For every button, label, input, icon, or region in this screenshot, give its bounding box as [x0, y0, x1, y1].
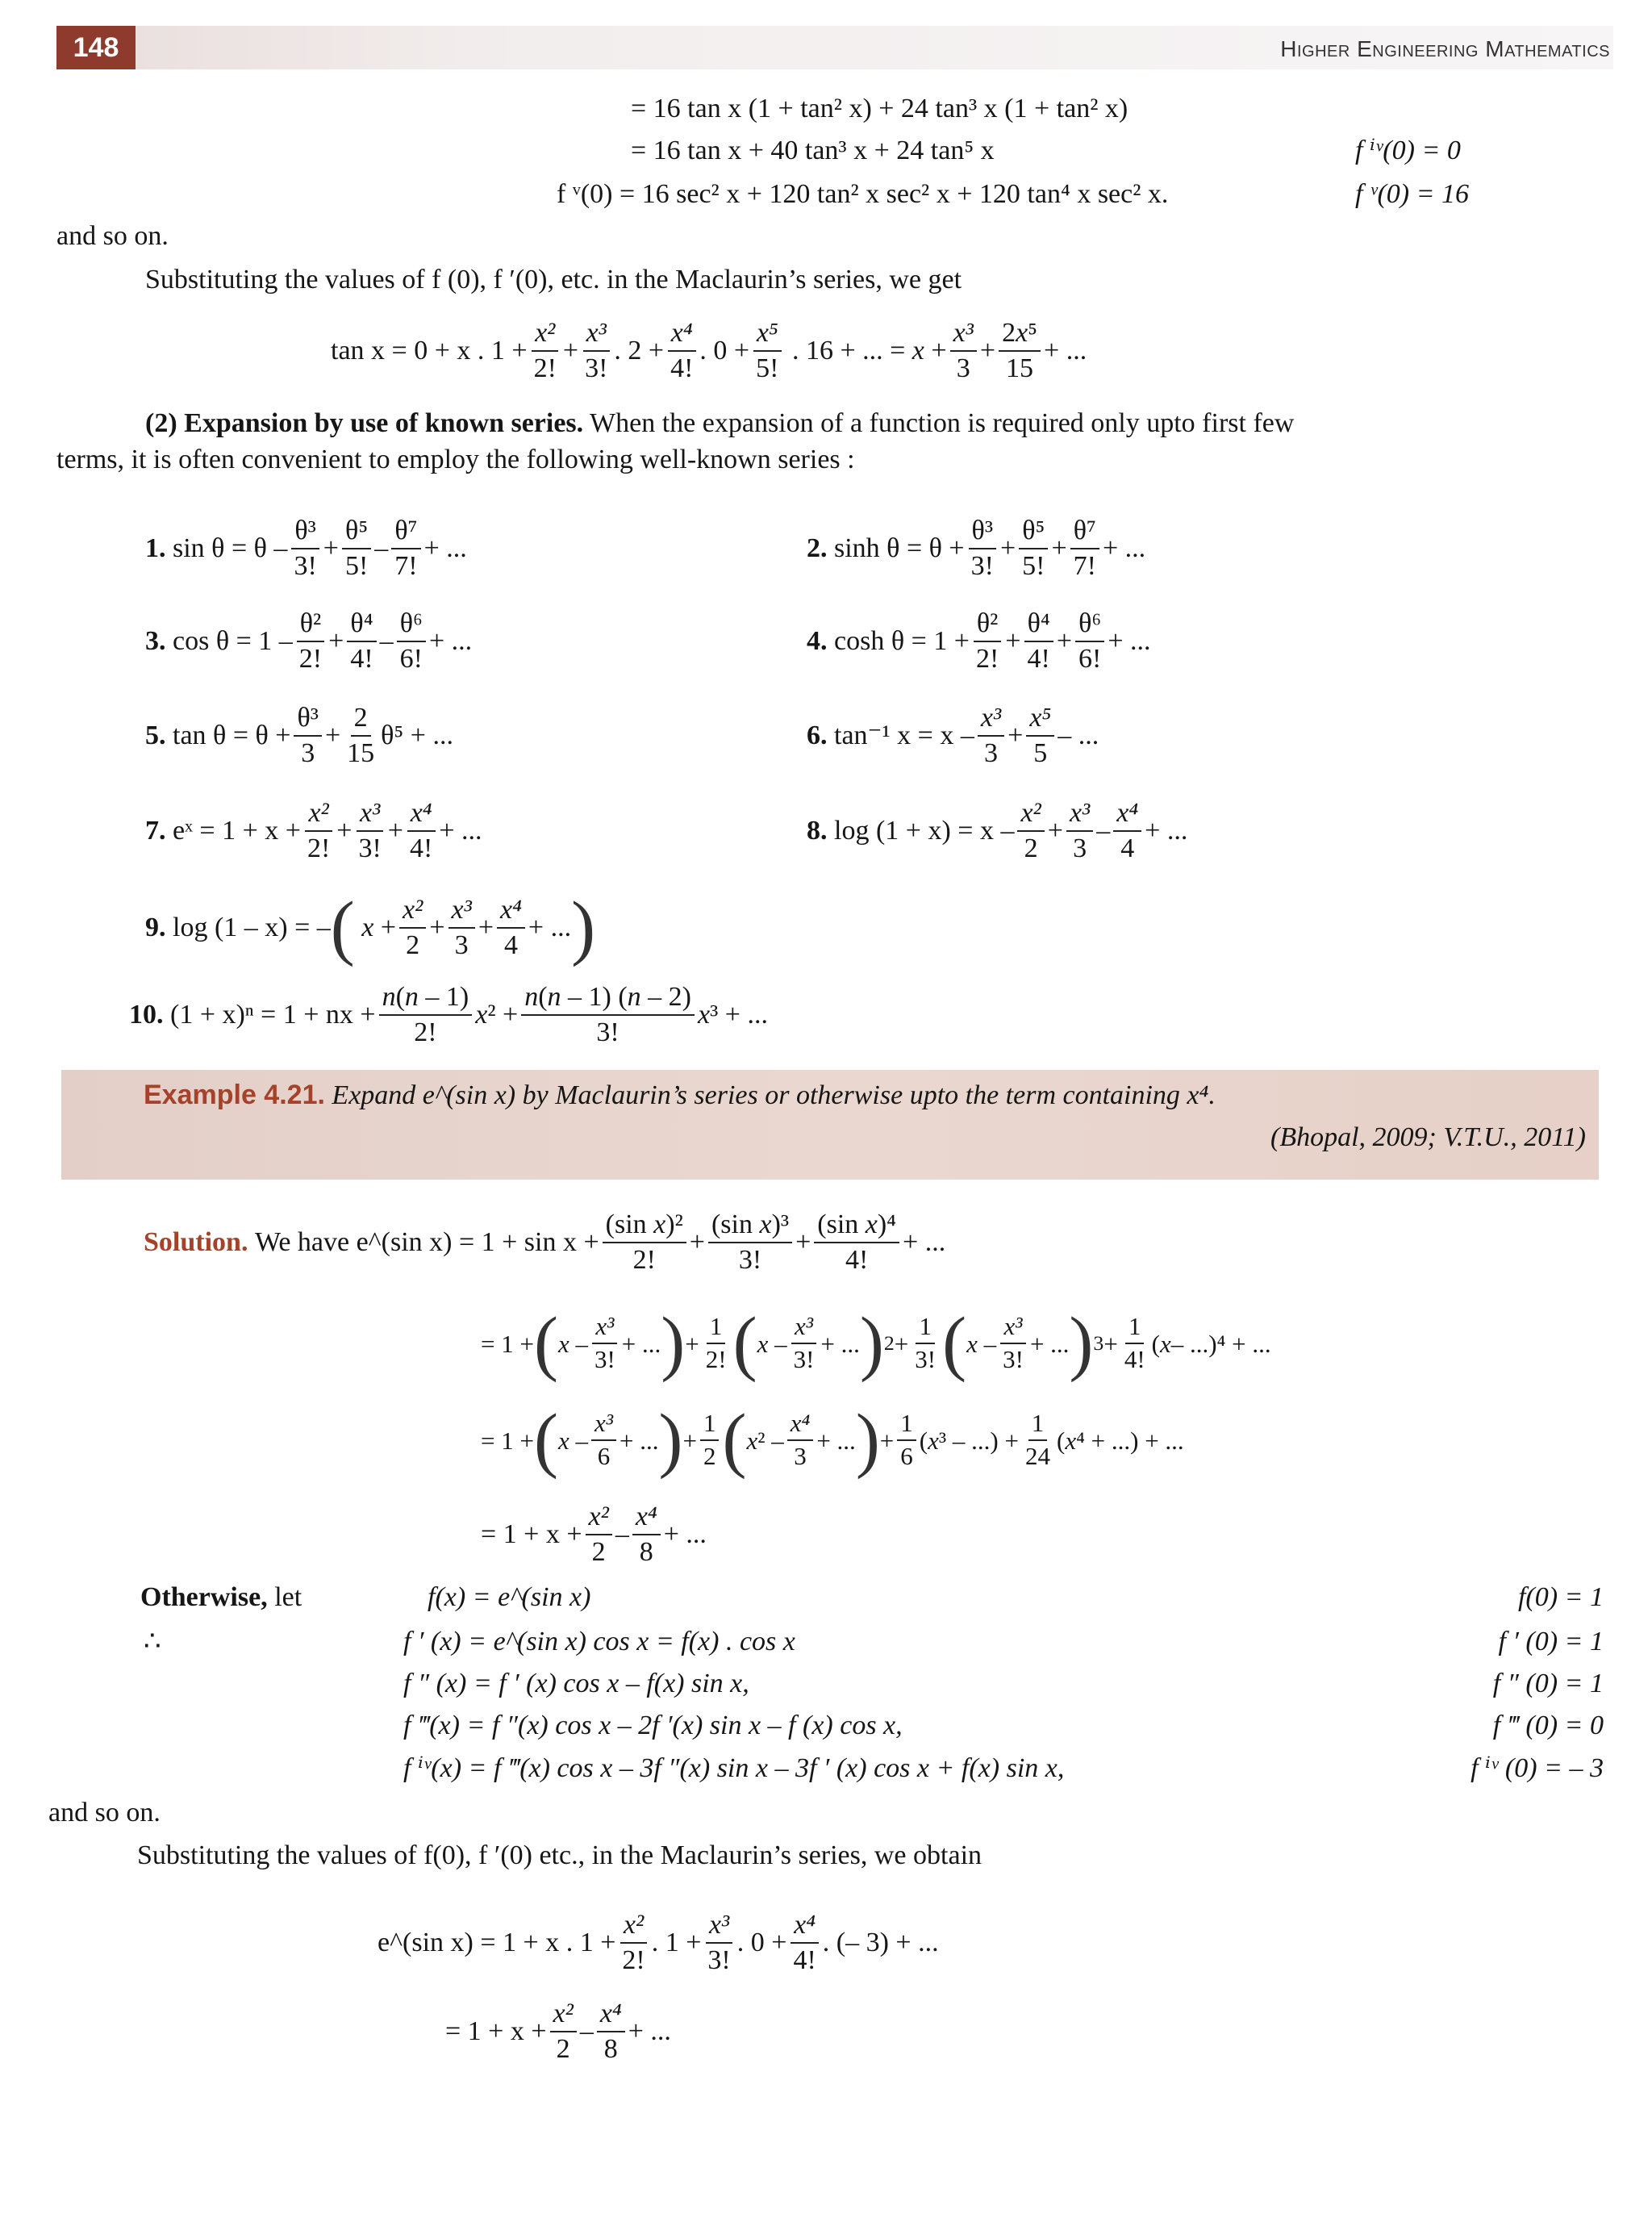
series-9: 9. log (1 – x) = – ( x + $\frac{\text{x²}}{2}$ + $\frac{\text{x³}}{3}$ + $\frac{\text{x⁴}}{4}$ + ... ) — [145, 888, 596, 967]
solution-intro: We have e^(sin x) = 1 + sin x + — [254, 1226, 599, 1257]
series-4: 4. cosh θ = 1 + $\frac{\text{θ²}}{2!}$ + $\frac{\text{θ⁴}}{4!}$ + $\frac{\text{θ⁶}}{6!}$ + ... — [807, 608, 1151, 674]
series-8-number: 8. — [807, 815, 828, 846]
section-2-line-2: terms, it is often convenient to employ the following well-known series : — [56, 445, 855, 474]
deriv-f3: f ‴(x) = f ″(x) cos x – 2f ′(x) sin x – f (x) cos x, — [403, 1711, 903, 1740]
derivation-line-2: = 16 tan x + 40 tan³ x + 24 tan⁵ x — [631, 136, 995, 165]
series-6-lhs: tan⁻¹ x = x – — [834, 720, 974, 750]
derivation-line-1: = 16 tan x (1 + tan² x) + 24 tan³ x (1 + tan² x) — [631, 94, 1128, 123]
series-2-lhs: sinh θ = θ + — [834, 533, 965, 563]
solution-result: = 1 + x + $\frac{\text{x²}}{2}$ – $\frac{\text{x⁴}}{8}$ + ... — [481, 1502, 707, 1567]
therefore-symbol: ∴ — [144, 1627, 161, 1656]
final-series-line-2: = 1 + x + $\frac{\text{x²}}{2}$ – $\frac{\text{x⁴}}{8}$ + ... — [445, 1999, 671, 2064]
otherwise-word: Otherwise, — [140, 1582, 268, 1612]
deriv-f2: f ″ (x) = f ′ (x) cos x – f(x) sin x, — [403, 1669, 749, 1698]
final-series-2-lhs: = 1 + x + — [445, 2016, 547, 2046]
deriv-f1: f ′ (x) = e^(sin x) cos x = f(x) . cos x — [403, 1627, 795, 1656]
series-8: 8. log (1 + x) = x – $\frac{\text{x²}}{2}$ + $\frac{\text{x³}}{3}$ – $\frac{\text{x⁴}}{4}$ + ... — [807, 798, 1188, 863]
deriv-f: f(x) = e^(sin x) — [428, 1582, 591, 1612]
and-so-on-1: and so on. — [56, 221, 169, 251]
deriv-f4: f ⁱᵛ(x) = f ‴(x) cos x – 3f ″(x) sin x – 3f ′ (x) cos x + f(x) sin x, — [403, 1753, 1065, 1783]
let-word: let — [274, 1582, 302, 1612]
and-so-on-2: and so on. — [48, 1798, 161, 1828]
tan-series-equation: tan x = 0 + x . 1 + $\frac{\text{x²}}{2!}$ + $\frac{\text{x³}}{3!}$ . 2 + $\frac{\text{x⁴}}{4!}$ . 0 + $\frac{\text{x⁵}}{5!}$ . 16 + ... = x + $\frac{\text{x³}}{3}$ + $\frac{\text{2x⁵}}{15}$ + ... — [331, 318, 1087, 383]
solution-intro-line: Solution. We have e^(sin x) = 1 + sin x + $\frac{\text{(sin x)²}}{2!}$ + $\frac{\text{(sin x)³}}{3!}$ + $\frac{\text{(sin x)⁴}}{4!}$ + ... — [144, 1209, 946, 1275]
otherwise-label — [140, 1584, 302, 1611]
derivation-line-3: f ᵛ(0) = 16 sec² x + 120 tan² x sec² x + 120 tan⁴ x sec² x. — [557, 179, 1169, 209]
running-title: Higher Engineering Mathematics — [1280, 36, 1610, 61]
substituting-sentence-2: Substituting the values of f(0), f ′(0) etc., in the Maclaurin’s series, we obtain — [137, 1840, 982, 1870]
series-9-number: 9. — [145, 913, 166, 942]
series-4-lhs: cosh θ = 1 + — [834, 625, 970, 656]
section-2-line-1 — [145, 410, 1294, 437]
series-1-lhs: sin θ = θ – — [173, 533, 288, 563]
series-3: 3. cos θ = 1 – $\frac{\text{θ²}}{2!}$ + $\frac{\text{θ⁴}}{4!}$ – $\frac{\text{θ⁶}}{6!}$ + ... — [145, 608, 473, 674]
final-series-line-1: e^(sin x) = 1 + x . 1 + $\frac{\text{x²}}{2!}$ . 1 + $\frac{\text{x³}}{3!}$ . 0 + $\frac{\text{x⁴}}{4!}$ . (– 3) + ... — [378, 1910, 939, 1975]
value-f2-0: f ″ (0) = 1 — [1492, 1669, 1604, 1698]
series-10: 10. (1 + x)ⁿ = 1 + nx + $\frac{n(n - 1)}{2!}$ x ² + $\frac{n(n - 1) (n - 2)}{3!}$ x ³ + ... — [129, 982, 768, 1047]
series-2: 2. sinh θ = θ + $\frac{\text{θ³}}{3!}$ + $\frac{\text{θ⁵}}{5!}$ + $\frac{\text{θ⁷}}{7!}$ + ... — [807, 516, 1146, 581]
series-7-number: 7. — [145, 815, 166, 846]
series-1: 1. sin θ = θ – $\frac{\text{θ³}}{3!}$ + $\frac{\text{θ⁵}}{5!}$ – $\frac{\text{θ⁷}}{7!}$ + ... — [145, 516, 467, 581]
example-statement: Expand e^(sin x) by Maclaurin’s series or otherwise upto the term containing x⁴. — [332, 1080, 1216, 1110]
solution-label: Solution. — [144, 1226, 248, 1257]
series-5: 5. tan θ = θ + $\frac{\text{θ³}}{3}$ + $\frac{2}{15}$ θ⁵ + ... — [145, 703, 453, 768]
series-2-number: 2. — [807, 533, 828, 563]
value-f3-0: f ‴ (0) = 0 — [1492, 1711, 1604, 1740]
final-series-lhs: e^(sin x) = 1 + x . 1 + — [378, 1927, 616, 1957]
series-3-lhs: cos θ = 1 – — [173, 625, 293, 656]
solution-step-1: = 1 + ( x – $\frac{\text{x³}}{3!}$ + ... ) + $\frac{1}{2!}$ ( x – $\frac{\text{x³}}{3!}$ + ... ) 2 + $\frac{1}{3!}$ ( x – $\frac{\text{x³}}{3!}$ + ... ) 3 + $\frac{1}{4!}$ ( x – ...)⁴ + ... — [481, 1303, 1271, 1383]
section-2-title: (2) Expansion by use of known series. — [145, 408, 584, 438]
fiv-value: f ⁱᵛ(0) = 0 — [1355, 136, 1461, 165]
series-9-lhs: log (1 – x) = – — [173, 913, 331, 942]
series-10-number: 10. — [129, 999, 164, 1030]
example-heading — [144, 1081, 1216, 1109]
tan-series-lhs: tan x = 0 + x . 1 + — [331, 335, 528, 366]
series-4-number: 4. — [807, 625, 828, 656]
series-6: 6. tan⁻¹ x = x – $\frac{\text{x³}}{3}$ + $\frac{\text{x⁵}}{5}$ – ... — [807, 703, 1099, 768]
series-1-number: 1. — [145, 533, 166, 563]
series-3-number: 3. — [145, 625, 166, 656]
substituting-sentence-1: Substituting the values of f (0), f ′(0), etc. in the Maclaurin’s series, we get — [145, 265, 962, 294]
series-7: 7. eˣ = 1 + x + $\frac{\text{x²}}{2!}$ + $\frac{\text{x³}}{3!}$ + $\frac{\text{x⁴}}{4!}$ + ... — [145, 798, 482, 863]
solution-result-lhs: = 1 + x + — [481, 1518, 582, 1549]
series-10-lhs: (1 + x)ⁿ = 1 + nx + — [170, 999, 376, 1030]
value-f0: f(0) = 1 — [1517, 1582, 1604, 1612]
example-label: Example 4.21. — [144, 1080, 325, 1110]
series-5-number: 5. — [145, 720, 166, 750]
series-5-lhs: tan θ = θ + — [173, 720, 291, 750]
example-source: (Bhopal, 2009; V.T.U., 2011) — [1270, 1122, 1586, 1152]
value-f1-0: f ′ (0) = 1 — [1498, 1627, 1604, 1656]
solution-step-2: = 1 + ( x – $\frac{\text{x³}}{6}$ + ... ) + $\frac{1}{2}$ ( x ² – $\frac{\text{x⁴}}{3}$ + ... ) + $\frac{1}{6}$ ( x ³ – ...) + $\frac{1}{24}$ ( x ⁴ + ...) + ... — [481, 1400, 1184, 1480]
series-8-lhs: log (1 + x) = x – — [834, 815, 1015, 846]
series-6-number: 6. — [807, 720, 828, 750]
value-f4-0: f ⁱᵛ (0) = – 3 — [1471, 1753, 1604, 1783]
section-2-body-1: When the expansion of a function is required only upto first few — [590, 408, 1295, 438]
fv-value: f ᵛ(0) = 16 — [1355, 179, 1470, 209]
series-7-lhs: eˣ = 1 + x + — [173, 815, 301, 846]
page-number: 148 — [56, 26, 136, 69]
